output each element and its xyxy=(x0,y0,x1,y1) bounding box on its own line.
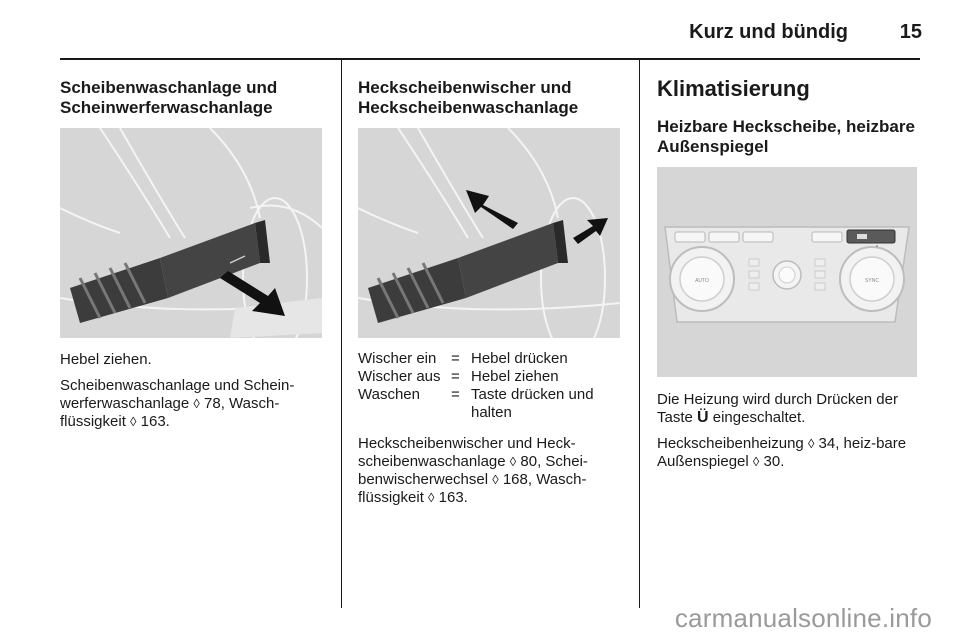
reference-text: Heckscheibenwischer und Heck-scheibenwaschanlage ◊ 80, Schei-benwischerwechsel ◊ 168, Wasch-flüssigkeit ◊ 163. xyxy=(358,435,588,506)
legend-term: Waschen xyxy=(358,386,420,403)
legend-definition: Hebel drücken xyxy=(471,350,568,367)
stalk-pull-illustration xyxy=(60,128,322,338)
legend-row xyxy=(358,386,620,422)
section-heading: Scheibenwaschanlage und Scheinwerferwaschanlage xyxy=(60,78,278,117)
legend-term: Wischer aus xyxy=(358,368,441,385)
column-divider-1 xyxy=(341,60,342,608)
reference-text: Scheibenwaschanlage und Schein-werferwaschanlage ◊ 78, Wasch-flüssigkeit ◊ 163. xyxy=(60,377,295,430)
legend-separator: = xyxy=(451,350,460,367)
chapter-heading: Klimatisierung xyxy=(657,76,810,101)
legend-definition: Taste drücken und halten xyxy=(471,386,594,421)
legend-separator: = xyxy=(451,386,460,403)
legend-term: Wischer ein xyxy=(358,350,437,367)
reference-icon: ◊ xyxy=(752,454,760,469)
rear-wiper-stalk-illustration xyxy=(358,128,620,338)
reference-icon: ◊ xyxy=(492,472,499,487)
rear-window-heating-icon: Ü xyxy=(697,409,709,426)
auto-knob-label: AUTO xyxy=(695,278,709,284)
reference-icon: ◊ xyxy=(509,454,517,469)
climate-panel-illustration xyxy=(657,167,917,377)
legend-separator: = xyxy=(451,368,460,385)
reference-icon: ◊ xyxy=(130,414,137,429)
section-heading: Heizbare Heckscheibe, heizbare Außenspiegel xyxy=(657,117,915,156)
header-title: Kurz und bündig xyxy=(689,21,848,43)
legend-row xyxy=(358,350,620,368)
legend-row xyxy=(358,368,620,386)
reference-icon: ◊ xyxy=(428,490,435,505)
header-rule xyxy=(60,58,920,60)
section-heading: Heckscheibenwischer und Heckscheibenwaschanlage xyxy=(358,78,579,117)
sync-knob-label: SYNC xyxy=(865,278,879,284)
column-divider-2 xyxy=(639,60,640,608)
instruction-text: Die Heizung wird durch Drücken der Taste Ü eingeschaltet. xyxy=(657,391,898,426)
reference-icon: ◊ xyxy=(807,436,815,451)
instruction-text: Hebel ziehen. xyxy=(60,351,152,368)
legend-definition: Hebel ziehen xyxy=(471,368,559,385)
page-number: 15 xyxy=(899,21,922,43)
watermark: carmanualsonline.info xyxy=(674,603,932,633)
reference-text: Heckscheibenheizung ◊ 34, heiz-bare Außenspiegel ◊ 30. xyxy=(657,435,907,470)
control-legend xyxy=(358,350,620,422)
reference-icon: ◊ xyxy=(193,396,200,411)
